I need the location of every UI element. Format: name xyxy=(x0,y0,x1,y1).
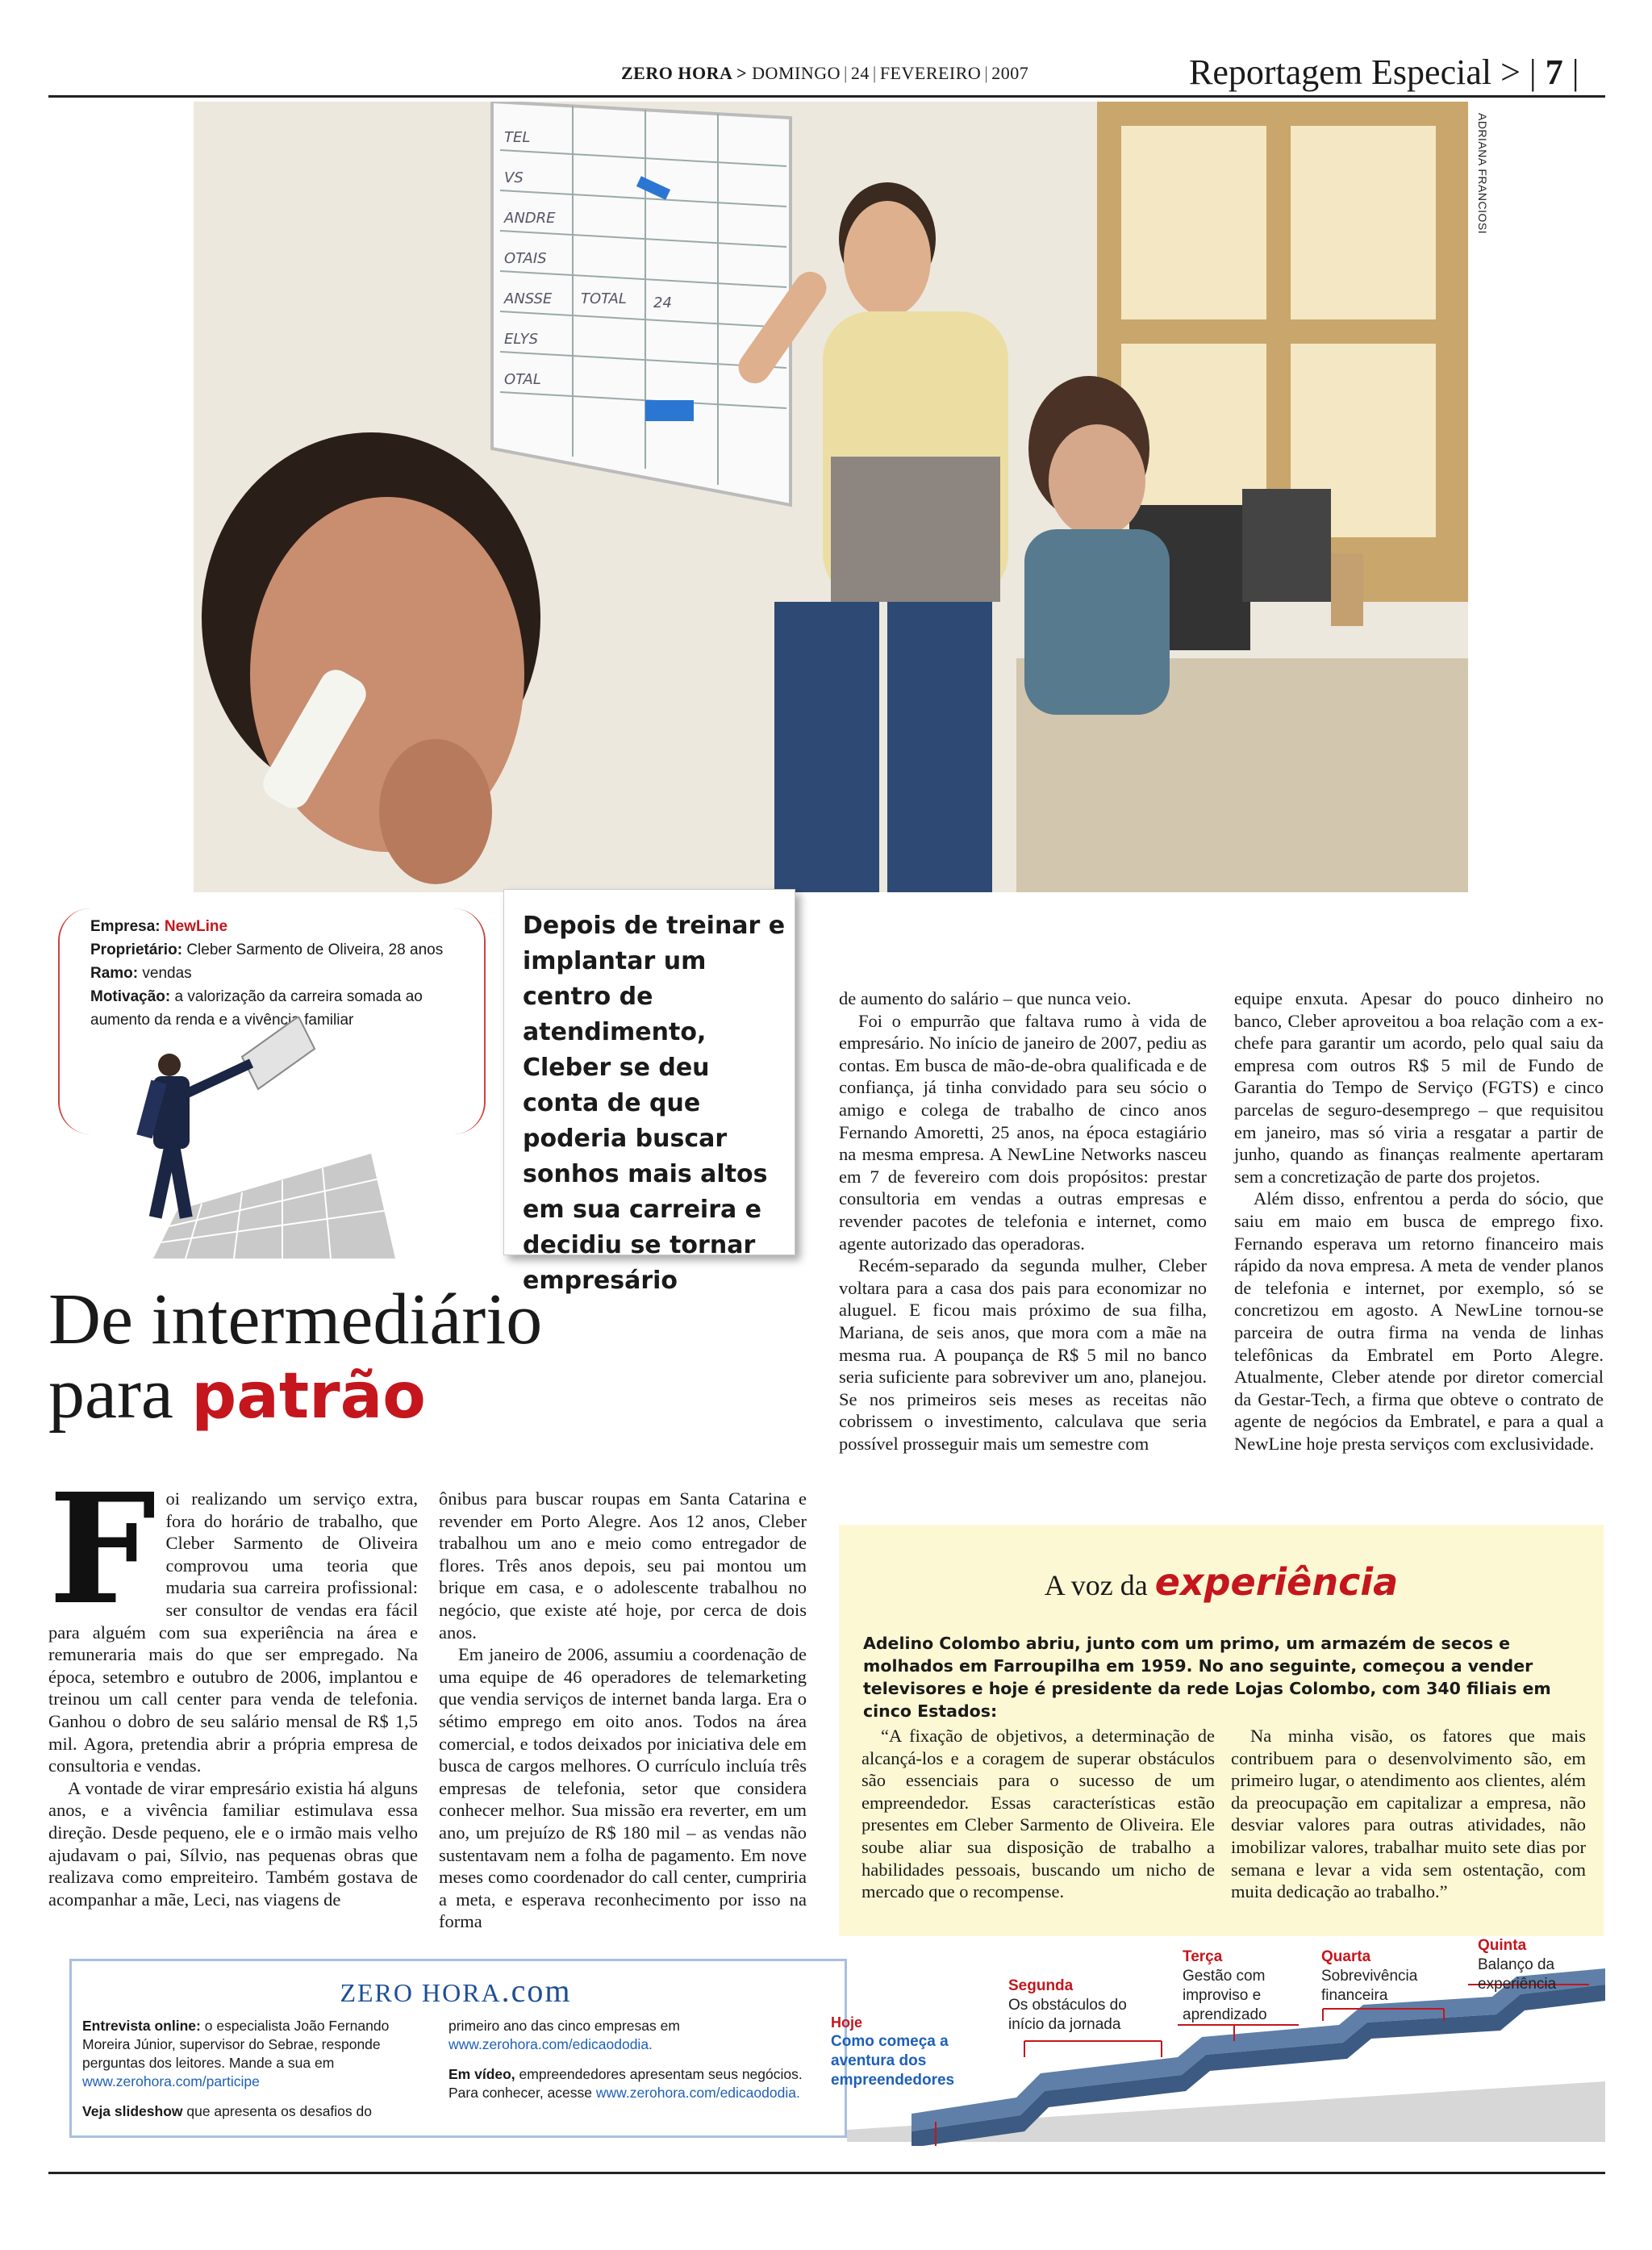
svg-text:ELYS: ELYS xyxy=(504,331,539,348)
pull-quote: Depois de treinar e implantar um centro de atendimento, Cleber se deu conta de que poderia buscar sonhos mais altos em sua carreira e decidiu se tornar empresário xyxy=(523,912,786,1295)
headline-line2: para xyxy=(48,1354,173,1434)
bottom-rule xyxy=(48,2172,1605,2174)
series-today xyxy=(831,2013,960,2090)
paragraph: equipe enxuta. Apesar do pouco dinheiro no banco, Cleber aproveitou a boa relação com a ex-chefe para garantir um acordo, pelo qual saiu da empresa com outros R$ 5 mil de Fundo de Garantia do Tempo de Serviço (FGTS) e cinco parcelas de seguro-desemprego – que requisitou em janeiro, mas só viria a resgatar a partir de junho, quando as finanças realmente apertaram sem a concretização de parte dos projetos. xyxy=(1234,988,1604,1187)
article-column-3 xyxy=(839,987,1207,1455)
article-column-4 xyxy=(1234,987,1604,1455)
paragraph: Em janeiro de 2006, assumiu a coordenação de uma equipe de 46 operadores de telemarketing que vendia serviços de internet banda larga. Era o sétimo emprego em oito anos. Todos na área comercial, e todos deixados por iniciativa dele em busca de cargos melhores. O currículo incluía três empresas de telefonia, setor que considera conhecer melhor. Sua missão era reverter, em um ano, um prejuízo de R$ 180 mil – as vendas não sustentavam nem a folha de pagamento. Em nove meses como coordenador do call center, cumpriria a meta, e esperava reconhecimento por isso na forma xyxy=(439,1644,807,1932)
article-column-2 xyxy=(439,1488,807,1933)
headline xyxy=(48,1279,543,1434)
main-photo xyxy=(194,102,1468,892)
video-link[interactable]: www.zerohora.com/edicaododia. xyxy=(595,2085,800,2101)
office-photo-illustration xyxy=(194,102,1468,892)
series-step-monday: Segunda Os obstáculos do início da jornada xyxy=(1008,1977,1127,2033)
svg-text:OTAIS: OTAIS xyxy=(504,250,547,267)
paper-name: ZERO HORA > xyxy=(621,63,748,83)
masthead: ZERO HORA > DOMINGO | 24 | FEVEREIRO | 2007 xyxy=(621,63,1029,83)
page-number: 7 xyxy=(1545,52,1563,92)
participe-link[interactable]: www.zerohora.com/participe xyxy=(82,2073,260,2089)
masthead-month: FEVEREIRO xyxy=(879,63,982,83)
masthead-date: 24 xyxy=(850,63,870,83)
paragraph: ônibus para buscar roupas em Santa Catarina e revender em Porto Alegre. Aos 12 anos, Cleber trabalhou um ano e meio como entregador de flores. Três anos depois, seu pai montou um brique em casa, e o adolescente trabalhou no negócio, que existe até hoje, por cerca de dois anos. xyxy=(439,1488,807,1643)
header-rule xyxy=(48,95,1605,98)
svg-text:24: 24 xyxy=(653,294,672,311)
svg-text:OTAL: OTAL xyxy=(504,371,541,388)
paragraph: oi realizando um serviço extra, fora do horário de trabalho, que Cleber Sarmento de Oliveira comprovou uma teoria que mudaria sua carreira profissional: ser consultor de vendas era fácil para alguém com sua experiência na área e remuneraria mais do que ser empregado. Na época, setembro e outubro de 2006, implantou e treinou um call center para venda de telefonia. Ganhou o dobro de seu salário mensal de R$ 1,5 mil. Agora, pretendia abrir a própria empresa de consultoria e vendas. xyxy=(48,1488,418,1776)
article-column-1 xyxy=(48,1460,418,1910)
experience-title-script: experiência xyxy=(1154,1560,1399,1604)
photo-credit: ADRIANA FRANCIOSI xyxy=(1476,113,1489,235)
svg-text:ANDRE: ANDRE xyxy=(504,210,556,227)
edicaododia-link[interactable]: www.zerohora.com/edicaododia. xyxy=(448,2036,653,2052)
drop-cap: F xyxy=(48,1460,156,1638)
zh-column-2: primeiro ano das cinco empresas em www.zerohora.com/edicaododia. Em vídeo, empreendedores apresentam seus negócios. Para conhecer, acesse www.zerohora.com/edicaododia. xyxy=(448,2018,803,2101)
branch: vendas xyxy=(142,965,192,982)
zh-column-1: Entrevista online: o especialista João Fernando Moreira Júnior, supervisor do Sebrae, responde perguntas dos leitores. Mande a sua em www.zerohora.com/participe Veja slideshow que apresenta os desafios do xyxy=(82,2018,390,2119)
zh-logo: ZERO HORA.com xyxy=(340,1972,572,2009)
series-today-label: Como começa a aventura dos empreendedores xyxy=(831,2033,955,2089)
masthead-year: 2007 xyxy=(991,63,1029,83)
paragraph: A vontade de virar empresário existia há alguns anos, e a vivência familiar estimulava essa direção. Desde pequeno, ele e o irmão mais velho ajudavam o pai, Sílvio, nas pequenas obras que realizava como empreiteiro. Também gostava de acompanhar a mãe, Leci, nas viagens de xyxy=(48,1777,418,1910)
section-title: Reportagem Especial > | 7 | xyxy=(1189,52,1579,92)
bracket-left xyxy=(58,908,92,1134)
experience-lead: Adelino Colombo abriu, junto com um primo, um armazém de secos e molhados em Farroupilha em 1959. No ano seguinte, começou a vender televisores e hoje é presidente da rede Lojas Colombo, com 340 filiais em cinco Estados: xyxy=(863,1634,1551,1721)
svg-text:TEL: TEL xyxy=(504,129,531,146)
masthead-day: DOMINGO xyxy=(752,63,841,83)
series-step-thursday: Quinta Balanço da experiência xyxy=(1478,1937,1557,1993)
paragraph: Foi o empurrão que faltava rumo à vida de empresário. No início de janeiro de 2007, pediu as contas. Em busca de mão-de-obra qualificada e de confiança, já tinha convidado para seu sócio o amigo e colega de trabalho de cinco anos Fernando Amoretti, 25 anos, na época estagiário na mesma empresa. A NewLine Networks nascеu em 7 de fevereiro com dois propósitos: prestar consultoria em vendas a outras empresas e revender pacotes de telefonia e internet, como agente autorizado das operadoras. xyxy=(839,1010,1207,1254)
svg-text:ANSSE: ANSSE xyxy=(504,290,553,307)
series-step-wednesday: Quarta Sobrevivência financeira xyxy=(1321,1948,1418,2004)
company-info-text: Empresa: NewLine Proprietário: Cleber Sarmento de Oliveira, 28 anos Ramo: vendas Motivação: a valorização da carreira somada ao aumento da renda e a vivência familiar xyxy=(90,918,444,1029)
series-step-tuesday: Terça Gestão com improviso e aprendizado xyxy=(1183,1948,1267,2023)
svg-text:TOTAL: TOTAL xyxy=(581,290,627,307)
paragraph: de aumento do salário – que nunca veio. xyxy=(839,988,1132,1008)
experience-title: A voz da experiência xyxy=(1044,1560,1399,1604)
paragraph: Recém-separado da segunda mulher, Cleber voltara para a casa dos pais para economizar no aluguel. E ficou mais próximo de sua filha, Mariana, de seis anos, que mora com a mãe na mesma rua. A poupança de R$ 5 mil no banco seria suficiente para sobreviver um ano, planejou. Se nos primeiros seis meses as receitas não cobrissem o investimento, calculava que seria possível prosseguir mais um semestre com xyxy=(839,1255,1207,1454)
headline-line1: De intermediário xyxy=(48,1279,543,1359)
experience-quote-1: “A fixação de objetivos, a determinação de alcançá-los e a coragem de superar obstáculos são essenciais para o sucesso de um empreendedor. Essas características estão presentes em Cleber Sarmento de Oliveira. Ele soube aliar sua disposição de trabalho a habilidades pessoais, buscando um nicho de mercado que o recompense. xyxy=(861,1726,1215,1902)
experience-quote-2: Na minha visão, os fatores que mais contribuem para o desenvolvimento são, em primeiro lugar, o atendimento aos clientes, além da preocupação em capitalizar a empresa, não desviar valores para outras atividades, não imobilizar valores, trabalhar muito sete dias por semana e levar a vida sem ostentação, com muita dedicação ao trabalho.” xyxy=(1231,1726,1586,1902)
company-name: NewLine xyxy=(164,918,228,935)
series-today-tag: Hoje xyxy=(831,2014,863,2031)
svg-text:VS: VS xyxy=(504,169,524,186)
businessman-illustration xyxy=(105,1016,395,1259)
motivation: a valorização da carreira somada ao aumento da renda e a vivência familiar xyxy=(90,988,423,1029)
headline-highlight: patrão xyxy=(191,1360,426,1433)
owner: Cleber Sarmento de Oliveira, 28 anos xyxy=(186,941,444,958)
paragraph: Além disso, enfrentou a perda do sócio, que saiu em maio em busca de emprego fixo. Fernando esperava um retorno financeiro mais rápido da nova empresa. A meta de vender planos de telefonia e internet, por exemplo, só se concretizou em agosto. A NewLine tornou-se parceira de outra firma na venda de linhas telefônicas da Embratel em Porto Alegre. Atualmente, Cleber atende por diretor comercial da Gestar-Tech, a firma que obteve o contrato de agente de negócios da Embratel, e para a qual a NewLine hoje presta serviços com exclusividade. xyxy=(1234,1188,1604,1454)
